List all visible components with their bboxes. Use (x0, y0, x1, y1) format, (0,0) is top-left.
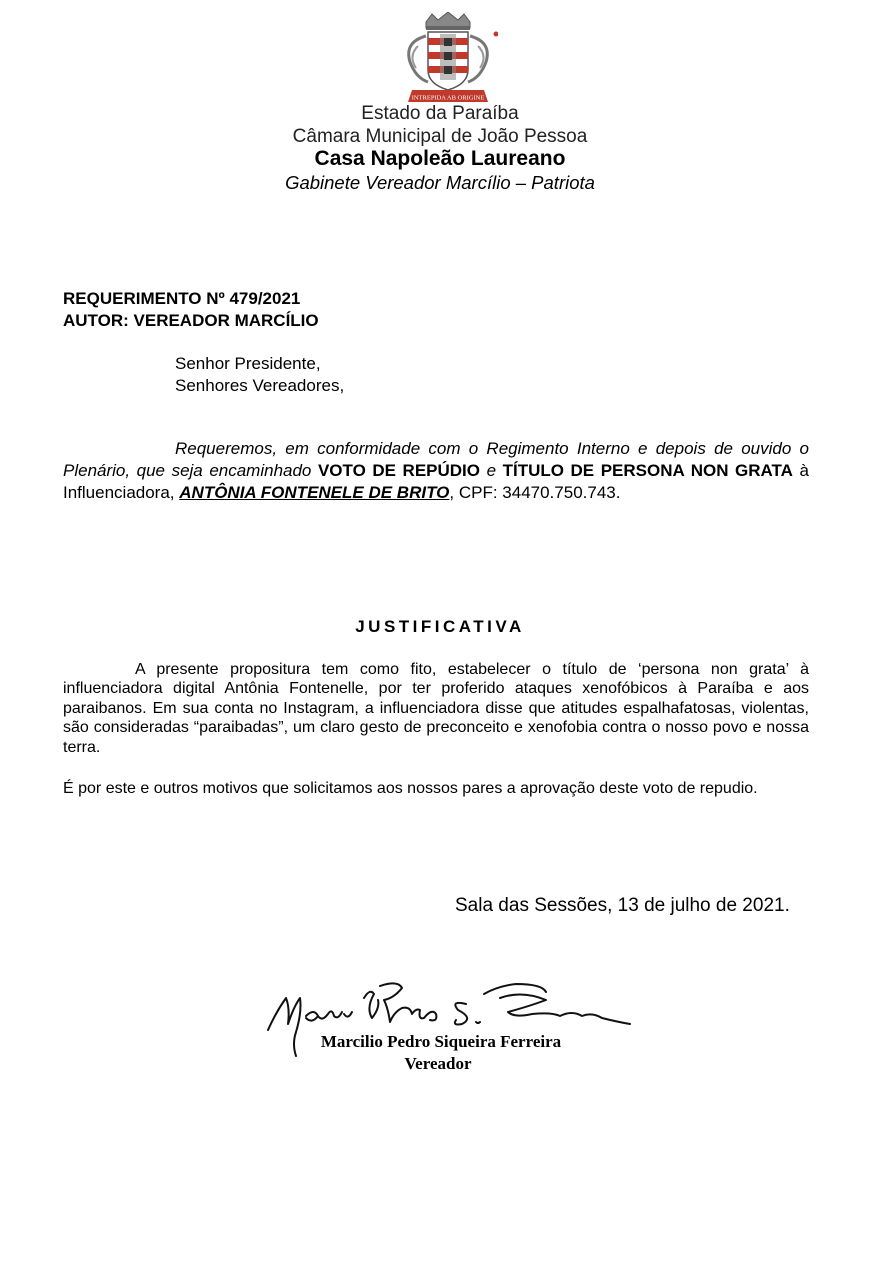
request-vote-repudio: VOTO DE REPÚDIO (317, 461, 480, 480)
salutation (175, 353, 344, 397)
salutation-line-2: Senhores Vereadores, (175, 376, 345, 395)
request-conjunction: e (486, 461, 497, 480)
header-office: Gabinete Vereador Marcílio – Patriota (285, 172, 595, 193)
request-intro-text: Requeremos, em conformidade com o Regimento Interno e depois de ouvido o Plenário, que seja encaminhado (63, 439, 809, 480)
request-heading (63, 288, 319, 332)
justification-title: JUSTIFICATIVA (355, 617, 525, 636)
place-date: Sala das Sessões, 13 de julho de 2021. (455, 895, 790, 916)
header-chamber: Câmara Municipal de João Pessoa (292, 126, 588, 147)
request-recipient-name: ANTÔNIA FONTENELE DE BRITO (179, 483, 450, 502)
request-recipient-label: à Influenciadora, (63, 461, 809, 502)
signature-block (0, 1031, 880, 1075)
justification-text-1: A presente propositura tem como fito, estabelecer o título de ‘persona non grata’ à influenciadora digital Antônia Fontenelle, por ter proferido ataques xenofóbicos à Paraíba e aos paraibanos. Em sua conta no Instagram, a influenciadora disse que atitudes espalhafatosas, violentas, são consideradas “paraibadas”, um claro gesto de preconceito e xenofobia contra o nosso povo e nossa terra. (63, 661, 809, 756)
request-paragraph (63, 438, 809, 504)
signatory-role: Vereador (404, 1054, 472, 1073)
header-house: Casa Napoleão Laureano (314, 147, 566, 170)
justification-paragraph-1 (63, 660, 809, 757)
coat-of-arms-logo (398, 12, 498, 104)
request-persona-non-grata: TÍTULO DE PERSONA NON GRATA (502, 461, 793, 480)
justification-paragraph-2: É por este e outros motivos que solicitamos aos nossos pares a aprovação deste voto de repudio. (63, 780, 758, 797)
salutation-line-1: Senhor Presidente, (175, 354, 321, 373)
request-number: REQUERIMENTO Nº 479/2021 (63, 289, 301, 308)
request-cpf: , CPF: 34470.750.743. (449, 483, 621, 502)
signatory-name: Marcilio Pedro Siqueira Ferreira (320, 1032, 562, 1051)
header-state: Estado da Paraíba (361, 103, 519, 124)
crest-motto: INTREPIDA AB ORIGINE (411, 94, 485, 102)
request-author: AUTOR: VEREADOR MARCÍLIO (63, 311, 319, 330)
